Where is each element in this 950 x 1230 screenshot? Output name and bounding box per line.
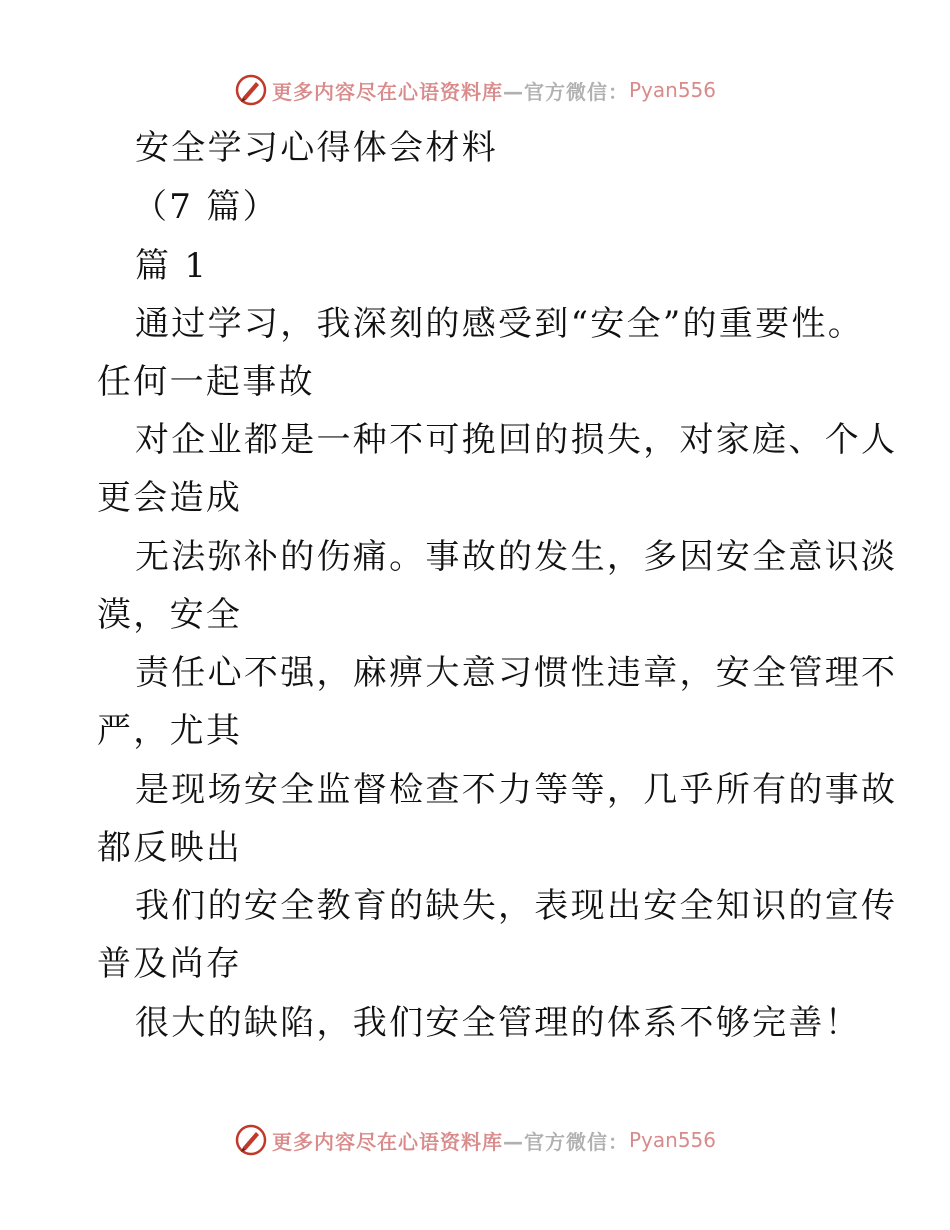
paragraph-line: 对企业都是一种不可挽回的损失，对家庭、个人 xyxy=(135,420,898,460)
paragraph-line: 都反映出 xyxy=(97,828,243,868)
paragraph-line: 我们的安全教育的缺失，表现出安全知识的宣传 xyxy=(135,886,898,926)
paragraph-line: 任何一起事故 xyxy=(97,362,315,402)
document-title: 安全学习心得体会材料 xyxy=(135,128,498,168)
banner-wechat-label: —官方微信： xyxy=(502,1129,629,1154)
paragraph-line: 是现场安全监督检查不力等等，几乎所有的事故 xyxy=(135,770,898,810)
banner-wechat-id: Pyan556 xyxy=(628,1128,716,1152)
paragraph-line: 更会造成 xyxy=(97,478,243,518)
banner-wechat-label: —官方微信： xyxy=(502,79,629,104)
paragraph-line: 漠，安全 xyxy=(97,595,243,635)
paragraph-line: 很大的缺陷，我们安全管理的体系不够完善！ xyxy=(135,1003,861,1043)
header-banner xyxy=(0,70,950,110)
document-subtitle: （7 篇） xyxy=(133,187,279,227)
footer-banner xyxy=(0,1120,950,1160)
pen-logo-icon xyxy=(234,1123,268,1157)
banner-wechat-id: Pyan556 xyxy=(628,78,716,102)
section-heading: 篇 1 xyxy=(135,246,209,286)
pen-logo-icon xyxy=(234,73,268,107)
paragraph-line: 无法弥补的伤痛。事故的发生，多因安全意识淡 xyxy=(135,537,898,577)
paragraph-line: 责任心不强，麻痹大意习惯性违章，安全管理不 xyxy=(135,653,898,693)
banner-site-name: 更多内容尽在心语资料库 xyxy=(271,79,503,104)
paragraph-line: 通过学习，我深刻的感受到“安全”的重要性。 xyxy=(135,304,865,344)
banner-site-name: 更多内容尽在心语资料库 xyxy=(271,1129,503,1154)
paragraph-line: 严，尤其 xyxy=(97,711,243,751)
paragraph-line: 普及尚存 xyxy=(97,944,243,984)
